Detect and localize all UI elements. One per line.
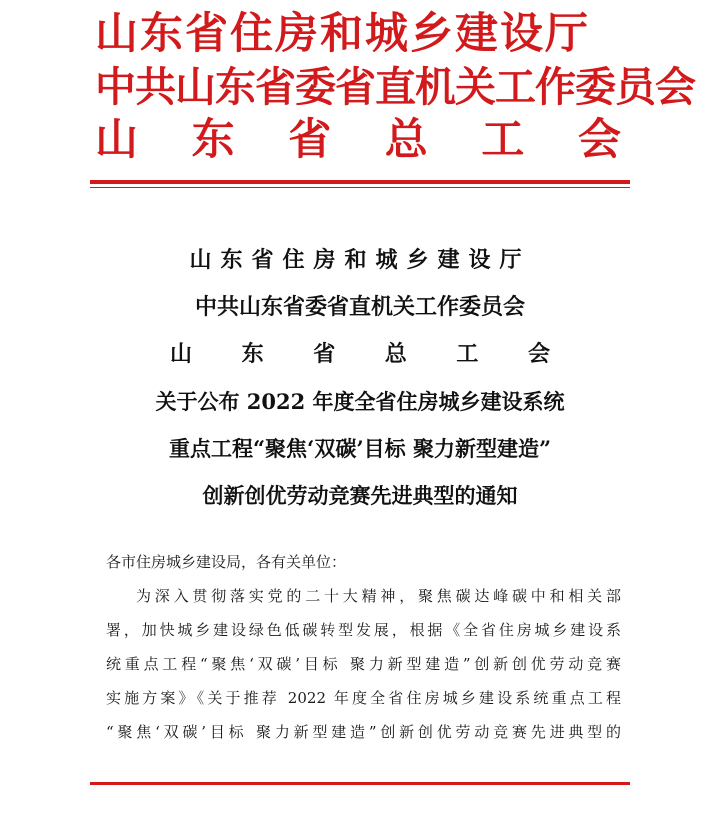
document-body <box>106 545 621 749</box>
body-line: “聚焦‘双碳’目标 聚力新型建造”创新创优劳动竞赛先进典型的 <box>106 723 621 741</box>
issuer-line-3 <box>100 331 620 378</box>
letterhead-char: 工 <box>481 115 525 165</box>
issuer-line-1: 山东省住房和城乡建设厅 <box>189 247 531 273</box>
body-line: 为深入贯彻落实党的二十大精神，聚焦碳达峰碳中和相关部 <box>136 587 621 605</box>
letterhead-char: 会 <box>577 115 621 165</box>
issuer-char: 省 <box>313 341 336 367</box>
salutation: 各市住房城乡建设局，各有关单位： <box>106 553 347 571</box>
issuer-char: 山 <box>170 341 193 367</box>
issuer-char: 东 <box>241 341 264 367</box>
issuer-char: 会 <box>527 341 550 367</box>
body-line: 署，加快城乡建设绿色低碳转型发展，根据《全省住房城乡建设系 <box>106 621 621 639</box>
letterhead-divider-thin <box>90 187 630 188</box>
letterhead-line-1: 山东省住房和城乡建设厅 <box>95 9 590 59</box>
letterhead-line-2: 中共山东省委省直机关工作委员会 <box>95 63 695 111</box>
letterhead-char: 东 <box>191 115 235 165</box>
notice-title-line-1: 关于公布 2022 年度全省住房城乡建设系统 <box>155 389 565 414</box>
body-line: 实施方案》《关于推荐 2022 年度全省住房城乡建设系统重点工程 <box>106 689 621 707</box>
page-bottom-divider <box>90 782 630 785</box>
notice-title-line-2: 重点工程“聚焦‘双碳’目标 聚力新型建造” <box>168 436 552 461</box>
letterhead-line-3 <box>95 114 625 167</box>
letterhead-char: 总 <box>384 115 428 165</box>
body-paragraph <box>106 579 621 749</box>
notice-title-line-3: 创新创优劳动竞赛先进典型的通知 <box>202 483 518 508</box>
letterhead-char: 省 <box>288 115 332 165</box>
issuer-line-2: 中共山东省委省直机关工作委员会 <box>194 294 525 320</box>
letterhead-divider-thick <box>90 180 630 184</box>
issuer-char: 工 <box>456 341 479 367</box>
red-letterhead <box>95 8 695 167</box>
body-line: 统重点工程“聚焦‘双碳’目标 聚力新型建造”创新创优劳动竞赛 <box>106 655 621 673</box>
document-title-block <box>100 237 620 519</box>
issuer-char: 总 <box>384 341 407 367</box>
letterhead-char: 山 <box>95 115 138 165</box>
